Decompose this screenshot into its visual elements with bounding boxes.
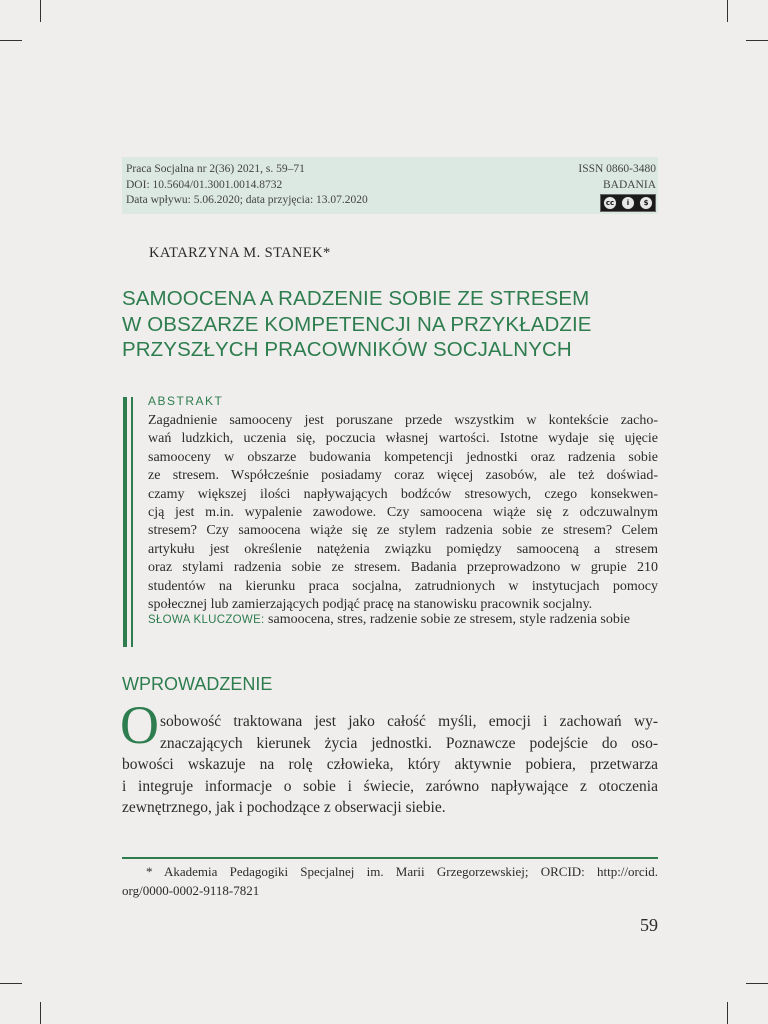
- nc-icon: $: [639, 196, 653, 210]
- footnote-line: org/0000-0002-9118-7821: [122, 883, 260, 898]
- crop-mark: [40, 1002, 41, 1024]
- page-number: 59: [640, 915, 658, 935]
- issn: ISSN 0860-3480: [578, 163, 656, 175]
- body-paragraph: [122, 711, 658, 819]
- abstract-line: artykułu jest określenie natężenia związku pomiędzy samooceną a stresem: [148, 541, 658, 557]
- abstract-line: studentów na kierunku praca socjalna, zatrudnionych w instytucjach pomocy: [148, 578, 658, 594]
- abstract-line: samooceny w obszarze budowania kompetencji jednostki oraz radzenia sobie: [148, 449, 658, 465]
- keywords: [148, 611, 658, 629]
- crop-mark: [746, 40, 768, 41]
- abstract-line: społecznej lub zamierzających podjąć pracę na stanowisku pracownik socjalny.: [148, 597, 593, 613]
- crop-mark: [0, 40, 22, 41]
- doi: DOI: 10.5604/01.3001.0014.8732: [126, 178, 283, 191]
- footnote-line: * Akademia Pedagogiki Specjalnej im. Marii Grzegorzewskiej; ORCID: http://orcid.: [146, 864, 658, 879]
- title-line: SAMOOCENA A RADZENIE SOBIE ZE STRESEM: [122, 287, 590, 310]
- abstract-line: ze stresem. Współcześnie posiadamy coraz więcej zasobów, ale też doświad-: [148, 468, 658, 484]
- body-line: sobowość traktowana jest jako całość myśli, emocji i zachowań wy-: [160, 713, 658, 730]
- title-line: W OBSZARZE KOMPETENCJI NA PRZYKŁADZIE: [122, 312, 592, 336]
- body-line: znaczających kierunek życia jednostki. Poznawcze podejście do oso-: [160, 734, 658, 752]
- cc-license-badge: [600, 194, 656, 212]
- by-icon: i: [621, 196, 635, 210]
- crop-mark: [746, 983, 768, 984]
- journal-info: Praca Socjalna nr 2(36) 2021, s. 59–71: [126, 163, 305, 175]
- footnote-rule: [122, 857, 658, 859]
- abstract-line: czamy większej ilości napływających bodźców stresowych, czego konsekwen-: [148, 486, 658, 502]
- body-line: bowości wskazuje na rolę człowieka, który aktywnie pobiera, przetwarza: [122, 756, 658, 773]
- abstract-line: Zagadnienie samooceny jest poruszane przede wszystkim w kontekście zacho-: [148, 413, 658, 428]
- body-line: zewnętrznego, jak i pochodzące z obserwacji siebie.: [122, 799, 446, 816]
- drop-cap: O: [120, 695, 159, 755]
- header-right: [578, 162, 656, 193]
- abstract-line: wań ludzkich, uczenia się, poczucia własnej wartości. Istotne wydaje się ujęcie: [148, 431, 658, 447]
- abstract-label: ABSTRAKT: [148, 394, 224, 408]
- abstract-bar: [123, 397, 127, 647]
- cc-icon: cc: [603, 196, 617, 210]
- submission-dates: Data wpływu: 5.06.2020; data przyjęcia: 13.07.2020: [126, 194, 368, 206]
- abstract-line: oraz stylami radzenia sobie ze stresem. Badania przeprowadzono w grupie 210: [148, 560, 658, 576]
- header-left: [126, 162, 368, 209]
- keywords-label: SŁOWA KLUCZOWE:: [148, 614, 265, 626]
- crop-mark: [727, 1002, 728, 1024]
- abstract-bar: [131, 397, 133, 647]
- crop-mark: [40, 0, 41, 22]
- article-section: BADANIA: [602, 178, 656, 191]
- article-title: [122, 286, 662, 363]
- abstract-line: stresem? Czy samoocena wiąże się ze stylem radzenia sobie ze stresem? Celem: [148, 523, 658, 539]
- header-band: [122, 157, 658, 214]
- section-heading: WPROWADZENIE: [122, 674, 273, 694]
- footnote: [122, 862, 658, 900]
- abstract-line: cją jest m.in. wypalenie zawodowe. Czy samoocena wiąże się z odczuwalnym: [148, 505, 658, 521]
- body-line: i integruje informacje o sobie i świecie, zarówno napływające z otoczenia: [122, 777, 658, 795]
- keywords-text: samoocena, stres, radzenie sobie ze stresem, style radzenia sobie: [264, 612, 630, 627]
- abstract-text: [148, 412, 658, 614]
- crop-mark: [0, 983, 22, 984]
- author: KATARZYNA M. STANEK*: [149, 245, 331, 261]
- title-line: PRZYSZŁYCH PRACOWNIKÓW SOCJALNYCH: [122, 338, 572, 361]
- crop-mark: [727, 0, 728, 22]
